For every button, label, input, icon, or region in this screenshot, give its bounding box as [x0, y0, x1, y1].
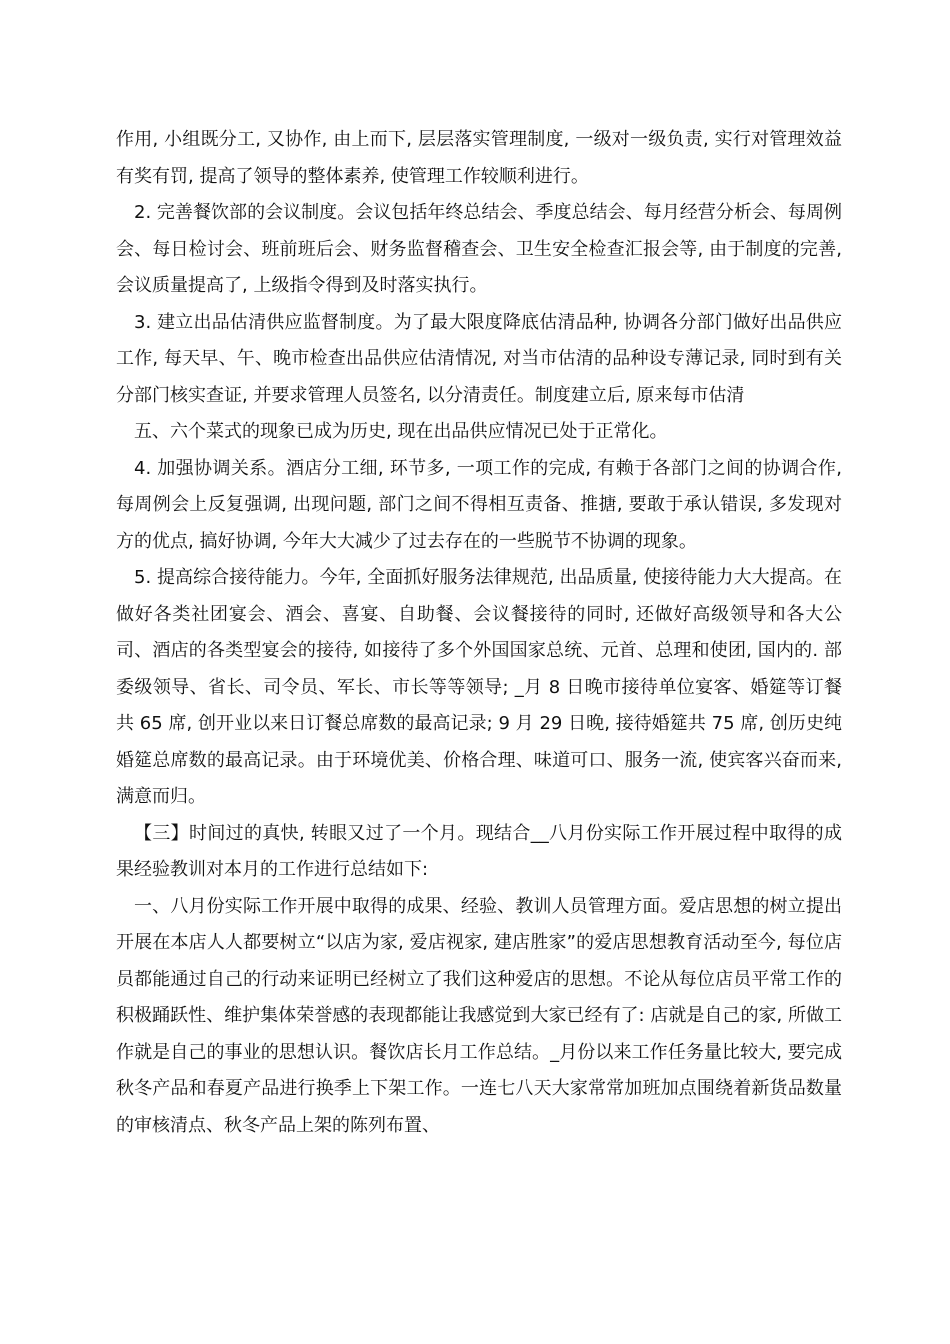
document-body	[116, 122, 842, 1144]
paragraph-supply-supervision: 3. 建立出品估清供应监督制度。为了最大限度降底估清品种, 协调各分部门做好出品供应工作, 每天早、午、晚市检查出品供应估清情况, 对当市估清的品种设专薄记录, 同时到有关分部门核实查证, 并要求管理人员签名, 以分清责任。制度建立后, 原来每市估清	[116, 311, 842, 406]
paragraph-management-continuation: 作用, 小组既分工, 又协作, 由上而下, 层层落实管理制度, 一级对一级负责, 实行对管理效益有奖有罚, 提高了领导的整体素养, 使管理工作较顺利进行。	[116, 129, 842, 187]
paragraph-coordination: 4. 加强协调关系。酒店分工细, 环节多, 一项工作的完成, 有赖于各部门之间的协调合作, 每周例会上反复强调, 出现问题, 部门之间不得相互责备、推搪, 要敢于承认错误, 多发现对方的优点, 搞好协调, 今年大大减少了过去存在的一些脱节不协调的现象。	[116, 457, 842, 552]
paragraph-meeting-system: 2. 完善餐饮部的会议制度。会议包括年终总结会、季度总结会、每月经营分析会、每周例会、每日检讨会、班前班后会、财务监督稽查会、卫生安全检查汇报会等, 由于制度的完善, 会议质量提高了, 上级指令得到及时落实执行。	[116, 202, 842, 296]
paragraph-section-three-intro: 【三】时间过的真快, 转眼又过了一个月。现结合__八月份实际工作开展过程中取得的成果经验教训对本月的工作进行总结如下:	[116, 822, 842, 880]
paragraph-august-results: 一、八月份实际工作开展中取得的成果、经验、教训人员管理方面。爱店思想的树立提出开展在本店人人都要树立“以店为家, 爱店视家, 建店胜家”的爱店思想教育活动至今, 每位店员都能通过自己的行动来证明已经树立了我们这种爱店的思想。不论从每位店员平常工作的积极踊跃性、维护集体荣誉感的表现都能让我感觉到大家已经有了: 店就是自己的家, 所做工作就是自己的事业的思想认识。餐饮店长月工作总结。_月份以来工作任务量比较大, 要完成秋冬产品和春夏产品进行换季上下架工作。一连七八天大家常常加班加点围绕着新货品数量的审核清点、秋冬产品上架的陈列布置、	[116, 895, 842, 1136]
paragraph-reception-capacity: 5. 提高综合接待能力。今年, 全面抓好服务法律规范, 出品质量, 使接待能力大大提高。在做好各类社团宴会、酒会、喜宴、自助餐、会议餐接待的同时, 还做好高级领导和各大公司、酒店的各类型宴会的接待, 如接待了多个外国国家总统、元首、总理和使团, 国内的. 部委级领导、省长、司令员、军长、市长等等领导; _月 8 日晚市接待单位宴客、婚筵等订餐共 65 席, 创开业以来日订餐总席数的最高记录; 9 月 29 日晚, 接待婚筵共 75 席, 创历史纯婚筵总席数的最高记录。由于环境优美、价格合理、味道可口、服务一流, 使宾客兴奋而来, 满意而归。	[116, 567, 842, 807]
paragraph-supply-normalized: 五、六个菜式的现象已成为历史, 现在出品供应情况已处于正常化。	[134, 421, 668, 442]
